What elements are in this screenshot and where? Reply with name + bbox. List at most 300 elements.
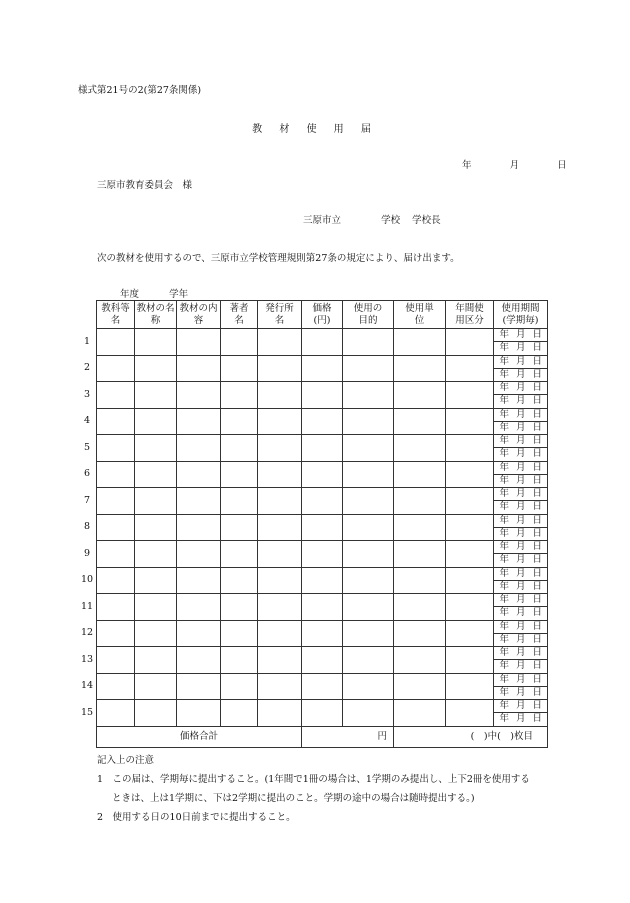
total-yen: 円 bbox=[302, 726, 394, 747]
table-cell[interactable] bbox=[221, 647, 258, 674]
notes-title: 記入上の注意 bbox=[97, 755, 155, 766]
table-cell[interactable] bbox=[302, 700, 343, 727]
date-year-label: 年 bbox=[499, 620, 509, 632]
usage-period-cell[interactable] bbox=[494, 355, 548, 382]
table-cell[interactable] bbox=[177, 620, 221, 647]
column-header bbox=[394, 301, 446, 329]
table-cell[interactable] bbox=[343, 514, 394, 541]
date-day-label: 日 bbox=[532, 408, 542, 420]
table-cell[interactable] bbox=[221, 461, 258, 488]
date-line-upper bbox=[494, 674, 547, 687]
note-item-1-continued: ときは、上は1学期に、下は2学期に提出のこと。学期の途中の場合は随時提出する。) bbox=[112, 793, 475, 804]
column-header bbox=[97, 301, 135, 329]
date-month-label: 月 bbox=[515, 501, 526, 513]
usage-period-cell[interactable] bbox=[494, 382, 548, 409]
column-header-line1: 価格 bbox=[312, 302, 332, 314]
date-year-label: 年 bbox=[499, 527, 509, 539]
table-row bbox=[97, 329, 548, 356]
table-cell[interactable] bbox=[177, 382, 221, 409]
date-line-upper bbox=[494, 515, 547, 528]
table-cell[interactable] bbox=[258, 620, 302, 647]
table-cell[interactable] bbox=[135, 355, 177, 382]
date-year-label: 年 bbox=[499, 395, 509, 407]
table-cell[interactable] bbox=[135, 329, 177, 356]
date-month-label: 月 bbox=[515, 395, 526, 407]
date-year-label: 年 bbox=[499, 686, 509, 698]
table-cell[interactable] bbox=[221, 488, 258, 515]
date-line-upper bbox=[494, 435, 547, 448]
date-line-upper bbox=[494, 329, 547, 342]
table-cell[interactable] bbox=[135, 488, 177, 515]
table-cell[interactable] bbox=[446, 435, 494, 462]
table-cell[interactable] bbox=[177, 673, 221, 700]
row-number: 8 bbox=[83, 521, 91, 533]
table-cell[interactable] bbox=[258, 329, 302, 356]
table-cell[interactable] bbox=[135, 514, 177, 541]
date-month-label: 月 bbox=[515, 474, 526, 486]
column-header bbox=[177, 301, 221, 329]
column-header-line2: 目的 bbox=[358, 314, 378, 326]
table-cell[interactable] bbox=[135, 461, 177, 488]
date-day-label: 日 bbox=[532, 355, 542, 367]
note-item-2: 2 使用する日の10日前までに提出すること。 bbox=[97, 812, 296, 823]
column-header bbox=[446, 301, 494, 329]
table-cell[interactable] bbox=[446, 647, 494, 674]
date-line-lower bbox=[494, 501, 547, 513]
table-cell[interactable] bbox=[258, 408, 302, 435]
date-day-label: 日 bbox=[532, 620, 542, 632]
table-cell[interactable] bbox=[446, 541, 494, 568]
table-cell[interactable] bbox=[177, 355, 221, 382]
table-cell[interactable] bbox=[343, 594, 394, 621]
table-cell[interactable] bbox=[394, 435, 446, 462]
date-month-label: 月 bbox=[515, 554, 526, 566]
usage-period-cell[interactable] bbox=[494, 541, 548, 568]
date-year-label: 年 bbox=[499, 368, 509, 380]
usage-period-cell[interactable] bbox=[494, 700, 548, 727]
date-line-lower bbox=[494, 528, 547, 540]
table-cell[interactable] bbox=[258, 435, 302, 462]
table-cell[interactable] bbox=[343, 382, 394, 409]
date-line-lower bbox=[494, 634, 547, 646]
date-day-label: 日 bbox=[532, 686, 542, 698]
column-header-line1: 著者 bbox=[229, 302, 249, 314]
date-year-label: 年 bbox=[499, 580, 509, 592]
table-cell[interactable] bbox=[343, 435, 394, 462]
sender-school: 学校 bbox=[381, 215, 401, 226]
table-cell[interactable] bbox=[221, 620, 258, 647]
table-cell[interactable] bbox=[394, 647, 446, 674]
date-line-lower bbox=[494, 581, 547, 593]
column-header-line1: 発行所 bbox=[265, 302, 294, 314]
date-month-label: 月 bbox=[515, 355, 526, 367]
date-month-label: 月 bbox=[515, 686, 526, 698]
date-month-label: 月 bbox=[515, 342, 526, 354]
date-year-label: 年 bbox=[499, 541, 509, 553]
date-line-lower bbox=[494, 475, 547, 487]
table-cell[interactable] bbox=[446, 700, 494, 727]
usage-period-cell[interactable] bbox=[494, 461, 548, 488]
table-cell[interactable] bbox=[446, 329, 494, 356]
total-label: 価格合計 bbox=[97, 726, 302, 747]
table-cell[interactable] bbox=[97, 647, 135, 674]
date-day-label: 日 bbox=[532, 488, 542, 500]
table-cell[interactable] bbox=[394, 488, 446, 515]
table-cell[interactable] bbox=[177, 647, 221, 674]
date-line-lower bbox=[494, 660, 547, 672]
table-cell[interactable] bbox=[177, 567, 221, 594]
date-day-label: 日 bbox=[532, 713, 542, 725]
usage-period-cell[interactable] bbox=[494, 620, 548, 647]
table-cell[interactable] bbox=[302, 647, 343, 674]
total-row bbox=[97, 726, 548, 747]
table-cell[interactable] bbox=[394, 673, 446, 700]
column-header-line2: 位 bbox=[414, 314, 425, 326]
table-cell[interactable] bbox=[343, 408, 394, 435]
table-cell[interactable] bbox=[394, 567, 446, 594]
table-cell[interactable] bbox=[446, 355, 494, 382]
usage-period-cell[interactable] bbox=[494, 673, 548, 700]
row-number: 5 bbox=[83, 441, 91, 453]
date-line-lower bbox=[494, 713, 547, 725]
table-cell[interactable] bbox=[258, 461, 302, 488]
date-year-label: 年 bbox=[499, 633, 509, 645]
date-month-label: 月 bbox=[515, 700, 526, 712]
row-number: 14 bbox=[80, 680, 94, 692]
fiscal-year-label: 年度 bbox=[120, 289, 140, 300]
table-cell[interactable] bbox=[394, 620, 446, 647]
table-cell[interactable] bbox=[394, 594, 446, 621]
table-row bbox=[97, 673, 548, 700]
column-header-line2: 名 bbox=[110, 314, 121, 326]
sender-line bbox=[303, 212, 441, 226]
date-month-label: 月 bbox=[515, 673, 526, 685]
usage-period-cell[interactable] bbox=[494, 488, 548, 515]
date-month-label: 月 bbox=[515, 382, 526, 394]
date-line-lower bbox=[494, 607, 547, 619]
table-cell[interactable] bbox=[258, 355, 302, 382]
date-month-label: 月 bbox=[515, 660, 526, 672]
table-cell[interactable] bbox=[135, 541, 177, 568]
table-cell[interactable] bbox=[221, 435, 258, 462]
usage-period-cell[interactable] bbox=[494, 594, 548, 621]
date-month-label: 月 bbox=[515, 368, 526, 380]
form-number: 様式第21号の2(第27条関係) bbox=[78, 85, 202, 96]
date-year-label: 年 bbox=[499, 448, 509, 460]
year-line bbox=[120, 286, 188, 300]
table-cell[interactable] bbox=[135, 620, 177, 647]
table-cell[interactable] bbox=[177, 700, 221, 727]
date-year-label: 年 bbox=[499, 673, 509, 685]
table-cell[interactable] bbox=[97, 408, 135, 435]
table-cell[interactable] bbox=[446, 382, 494, 409]
table-cell[interactable] bbox=[97, 435, 135, 462]
date-month: 月 bbox=[509, 160, 520, 171]
table-cell[interactable] bbox=[221, 514, 258, 541]
table-row bbox=[97, 700, 548, 727]
table-cell[interactable] bbox=[177, 514, 221, 541]
table-cell[interactable] bbox=[258, 488, 302, 515]
usage-period-cell[interactable] bbox=[494, 435, 548, 462]
column-header bbox=[221, 301, 258, 329]
date-month-label: 月 bbox=[515, 620, 526, 632]
date-day-label: 日 bbox=[532, 368, 542, 380]
date-day-label: 日 bbox=[532, 382, 542, 394]
row-number: 15 bbox=[80, 706, 94, 718]
table-cell[interactable] bbox=[97, 329, 135, 356]
column-header-line2: 称 bbox=[150, 314, 161, 326]
date-day-label: 日 bbox=[532, 633, 542, 645]
table-cell[interactable] bbox=[135, 673, 177, 700]
date-month-label: 月 bbox=[515, 713, 526, 725]
table-cell[interactable] bbox=[97, 461, 135, 488]
date-day-label: 日 bbox=[532, 594, 542, 606]
table-cell[interactable] bbox=[221, 567, 258, 594]
table-cell[interactable] bbox=[302, 541, 343, 568]
date-line-lower bbox=[494, 395, 547, 407]
table-cell[interactable] bbox=[343, 329, 394, 356]
table-cell[interactable] bbox=[343, 647, 394, 674]
table-cell[interactable] bbox=[221, 541, 258, 568]
table-cell[interactable] bbox=[394, 355, 446, 382]
table-cell[interactable] bbox=[97, 382, 135, 409]
table-cell[interactable] bbox=[258, 673, 302, 700]
table-cell[interactable] bbox=[177, 408, 221, 435]
date-month-label: 月 bbox=[515, 594, 526, 606]
table-cell[interactable] bbox=[258, 514, 302, 541]
table-cell[interactable] bbox=[177, 488, 221, 515]
column-header-line1: 使用単 bbox=[405, 302, 434, 314]
date-day-label: 日 bbox=[532, 514, 542, 526]
date-day-label: 日 bbox=[532, 567, 542, 579]
column-header-line1: 使用の bbox=[353, 302, 383, 314]
table-cell[interactable] bbox=[302, 461, 343, 488]
date-line-upper bbox=[494, 568, 547, 581]
table-row bbox=[97, 620, 548, 647]
table-cell[interactable] bbox=[258, 700, 302, 727]
table-cell[interactable] bbox=[221, 329, 258, 356]
table-cell[interactable] bbox=[177, 541, 221, 568]
date-year-label: 年 bbox=[499, 435, 509, 447]
table-cell[interactable] bbox=[177, 435, 221, 462]
table-cell[interactable] bbox=[394, 329, 446, 356]
date-month-label: 月 bbox=[515, 541, 526, 553]
table-cell[interactable] bbox=[343, 700, 394, 727]
date-year-label: 年 bbox=[499, 342, 509, 354]
column-header bbox=[258, 301, 302, 329]
table-cell[interactable] bbox=[394, 514, 446, 541]
date-year-label: 年 bbox=[499, 355, 509, 367]
usage-period-cell[interactable] bbox=[494, 408, 548, 435]
table-row bbox=[97, 461, 548, 488]
column-header-line1: 教材の内 bbox=[179, 302, 218, 314]
table-cell[interactable] bbox=[97, 620, 135, 647]
column-header-line1: 年間使 bbox=[455, 302, 484, 314]
table-cell[interactable] bbox=[258, 594, 302, 621]
date-day-label: 日 bbox=[532, 580, 542, 592]
date-day-label: 日 bbox=[532, 474, 542, 486]
table-cell[interactable] bbox=[302, 355, 343, 382]
date-year-label: 年 bbox=[499, 408, 509, 420]
materials-table bbox=[96, 300, 548, 748]
table-cell[interactable] bbox=[97, 514, 135, 541]
date-line-lower bbox=[494, 369, 547, 381]
date-month-label: 月 bbox=[515, 567, 526, 579]
column-header-line2: 容 bbox=[193, 314, 204, 326]
date-year-label: 年 bbox=[499, 382, 509, 394]
table-cell[interactable] bbox=[177, 461, 221, 488]
table-cell[interactable] bbox=[302, 673, 343, 700]
table-cell[interactable] bbox=[221, 594, 258, 621]
date-month-label: 月 bbox=[515, 527, 526, 539]
row-number: 1 bbox=[83, 335, 91, 347]
table-cell[interactable] bbox=[258, 541, 302, 568]
table-cell[interactable] bbox=[302, 594, 343, 621]
date-day-label: 日 bbox=[532, 700, 542, 712]
table-cell[interactable] bbox=[446, 488, 494, 515]
document-title: 教 材 使 用 届 bbox=[252, 124, 378, 135]
table-cell[interactable] bbox=[135, 647, 177, 674]
date-line-lower bbox=[494, 554, 547, 566]
table-cell[interactable] bbox=[446, 594, 494, 621]
table-cell[interactable] bbox=[446, 461, 494, 488]
table-cell[interactable] bbox=[343, 567, 394, 594]
column-header bbox=[135, 301, 177, 329]
date-year-label: 年 bbox=[499, 554, 509, 566]
date-month-label: 月 bbox=[515, 421, 526, 433]
row-number: 7 bbox=[83, 494, 91, 506]
date-day-label: 日 bbox=[532, 342, 542, 354]
table-row bbox=[97, 382, 548, 409]
table-row bbox=[97, 647, 548, 674]
table-cell[interactable] bbox=[258, 567, 302, 594]
date-day-label: 日 bbox=[532, 461, 542, 473]
usage-period-cell[interactable] bbox=[494, 567, 548, 594]
date-day-label: 日 bbox=[532, 448, 542, 460]
date-line-lower bbox=[494, 422, 547, 434]
row-number: 2 bbox=[83, 362, 91, 374]
date-day-label: 日 bbox=[532, 554, 542, 566]
table-cell[interactable] bbox=[221, 673, 258, 700]
table-cell[interactable] bbox=[221, 700, 258, 727]
date-month-label: 月 bbox=[515, 408, 526, 420]
date-year-label: 年 bbox=[499, 713, 509, 725]
table-cell[interactable] bbox=[394, 408, 446, 435]
date-day-label: 日 bbox=[532, 541, 542, 553]
date-day-label: 日 bbox=[532, 435, 542, 447]
table-cell[interactable] bbox=[446, 673, 494, 700]
table-cell[interactable] bbox=[97, 700, 135, 727]
table-cell[interactable] bbox=[135, 435, 177, 462]
table-cell[interactable] bbox=[343, 461, 394, 488]
date-line-lower bbox=[494, 448, 547, 460]
table-cell[interactable] bbox=[177, 594, 221, 621]
table-cell[interactable] bbox=[394, 461, 446, 488]
date-year-label: 年 bbox=[499, 329, 509, 341]
table-cell[interactable] bbox=[302, 567, 343, 594]
table-cell[interactable] bbox=[135, 567, 177, 594]
table-cell[interactable] bbox=[302, 514, 343, 541]
date-month-label: 月 bbox=[515, 633, 526, 645]
table-cell[interactable] bbox=[97, 355, 135, 382]
table-cell[interactable] bbox=[302, 329, 343, 356]
table-cell[interactable] bbox=[221, 408, 258, 435]
table-cell[interactable] bbox=[177, 329, 221, 356]
table-cell[interactable] bbox=[221, 382, 258, 409]
table-cell[interactable] bbox=[446, 408, 494, 435]
usage-period-cell[interactable] bbox=[494, 647, 548, 674]
table-cell[interactable] bbox=[394, 382, 446, 409]
date-year-label: 年 bbox=[499, 474, 509, 486]
table-cell[interactable] bbox=[302, 488, 343, 515]
sender-city: 三原市立 bbox=[303, 215, 342, 226]
date-day-label: 日 bbox=[532, 501, 542, 513]
table-cell[interactable] bbox=[135, 382, 177, 409]
date-year-label: 年 bbox=[499, 488, 509, 500]
table-cell[interactable] bbox=[302, 408, 343, 435]
date-month-label: 月 bbox=[515, 514, 526, 526]
table-cell[interactable] bbox=[302, 435, 343, 462]
date-line-upper bbox=[494, 409, 547, 422]
table-cell[interactable] bbox=[446, 514, 494, 541]
table-cell[interactable] bbox=[394, 700, 446, 727]
table-cell[interactable] bbox=[343, 488, 394, 515]
table-cell[interactable] bbox=[446, 567, 494, 594]
table-cell[interactable] bbox=[221, 355, 258, 382]
date-day-label: 日 bbox=[532, 647, 542, 659]
table-cell[interactable] bbox=[97, 541, 135, 568]
table-cell[interactable] bbox=[97, 673, 135, 700]
table-cell[interactable] bbox=[97, 488, 135, 515]
table-cell[interactable] bbox=[135, 594, 177, 621]
date-year-label: 年 bbox=[499, 421, 509, 433]
date-month-label: 月 bbox=[515, 461, 526, 473]
date-line-upper bbox=[494, 647, 547, 660]
table-cell[interactable] bbox=[446, 620, 494, 647]
table-row bbox=[97, 408, 548, 435]
table-cell[interactable] bbox=[302, 620, 343, 647]
table-cell[interactable] bbox=[135, 408, 177, 435]
statement: 次の教材を使用するので、三原市立学校管理規則第27条の規定により、届け出ます。 bbox=[97, 253, 460, 264]
date-line bbox=[462, 157, 567, 171]
table-cell[interactable] bbox=[97, 567, 135, 594]
column-header-line2: 名 bbox=[234, 314, 244, 326]
note-item-1: 1 この届は、学期毎に提出すること。(1年間で1冊の場合は、1学期のみ提出し、上下2冊を使用する bbox=[97, 774, 530, 785]
date-line-lower bbox=[494, 687, 547, 699]
table-cell[interactable] bbox=[394, 541, 446, 568]
column-header-line2: 用区分 bbox=[455, 314, 484, 326]
table-cell[interactable] bbox=[343, 673, 394, 700]
volume-indicator: ( )中( )枚目 bbox=[394, 726, 548, 747]
row-number: 13 bbox=[80, 653, 94, 665]
table-row bbox=[97, 435, 548, 462]
table-cell[interactable] bbox=[258, 382, 302, 409]
table-cell[interactable] bbox=[343, 355, 394, 382]
usage-period-cell[interactable] bbox=[494, 514, 548, 541]
table-cell[interactable] bbox=[135, 700, 177, 727]
table-cell[interactable] bbox=[343, 620, 394, 647]
date-year-label: 年 bbox=[499, 567, 509, 579]
table-cell[interactable] bbox=[343, 541, 394, 568]
table-cell[interactable] bbox=[258, 647, 302, 674]
table-row bbox=[97, 514, 548, 541]
table-cell[interactable] bbox=[302, 382, 343, 409]
row-number: 6 bbox=[83, 468, 91, 480]
date-line-upper bbox=[494, 382, 547, 395]
usage-period-cell[interactable] bbox=[494, 329, 548, 356]
table-cell[interactable] bbox=[97, 594, 135, 621]
date-day-label: 日 bbox=[532, 673, 542, 685]
